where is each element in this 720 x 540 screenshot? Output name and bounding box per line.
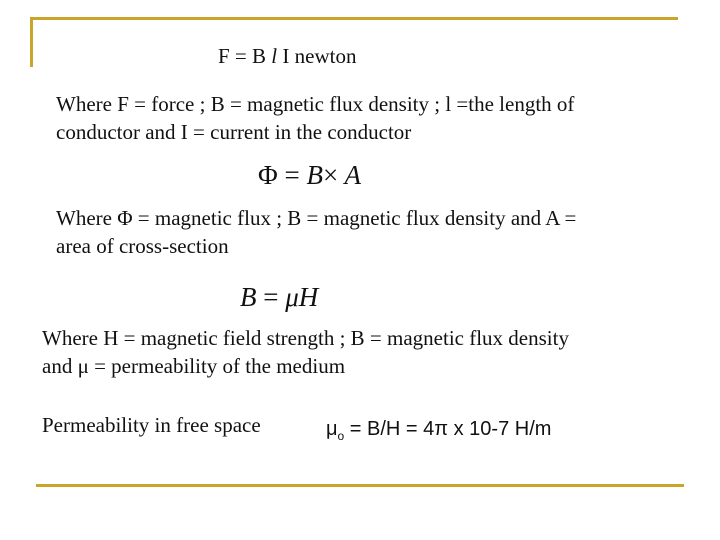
field-strength-definition-paragraph <box>42 324 569 380</box>
flux-density-formula <box>240 282 318 312</box>
force-eq-pre: F = B <box>218 44 272 68</box>
flux-formula-a: A <box>338 160 361 190</box>
flux-definition-line-1: Where Φ = magnetic flux ; B = magnetic flux density and A = <box>56 206 577 230</box>
flux-density-formula-rhs: μH <box>285 282 319 312</box>
flux-density-formula-lhs: B <box>240 282 257 312</box>
left-rule <box>30 17 33 67</box>
flux-formula <box>258 160 361 190</box>
flux-formula-times: × <box>322 160 339 190</box>
permeability-subscript: o <box>337 429 345 443</box>
field-strength-definition-line-2: and μ = permeability of the medium <box>42 354 346 378</box>
bottom-rule <box>36 484 684 487</box>
flux-formula-lhs: Φ <box>258 160 278 190</box>
force-equation <box>218 42 356 70</box>
force-eq-length-symbol: l <box>271 44 278 68</box>
force-definition-line-1: Where F = force ; B = magnetic flux density ; l =the length of <box>56 92 575 116</box>
permeability-expression: = B/H = 4π x 10-7 H/m <box>344 418 552 440</box>
force-definition-paragraph <box>56 90 574 146</box>
permeability-value <box>326 415 551 445</box>
flux-definition-line-2: area of cross-section <box>56 234 229 258</box>
permeability-label: Permeability in free space <box>42 413 261 437</box>
force-definition-line-2: conductor and I = current in the conductor <box>56 120 412 144</box>
top-rule <box>30 17 678 20</box>
field-strength-definition-line-1: Where H = magnetic field strength ; B = magnetic flux density <box>42 326 569 350</box>
flux-density-formula-equals: = <box>256 282 286 312</box>
permeability-mu: μ <box>326 418 338 440</box>
flux-definition-paragraph <box>56 204 576 260</box>
flux-formula-equals: = <box>277 160 307 190</box>
force-eq-post: I newton <box>277 44 357 68</box>
flux-formula-b: B <box>306 160 323 190</box>
